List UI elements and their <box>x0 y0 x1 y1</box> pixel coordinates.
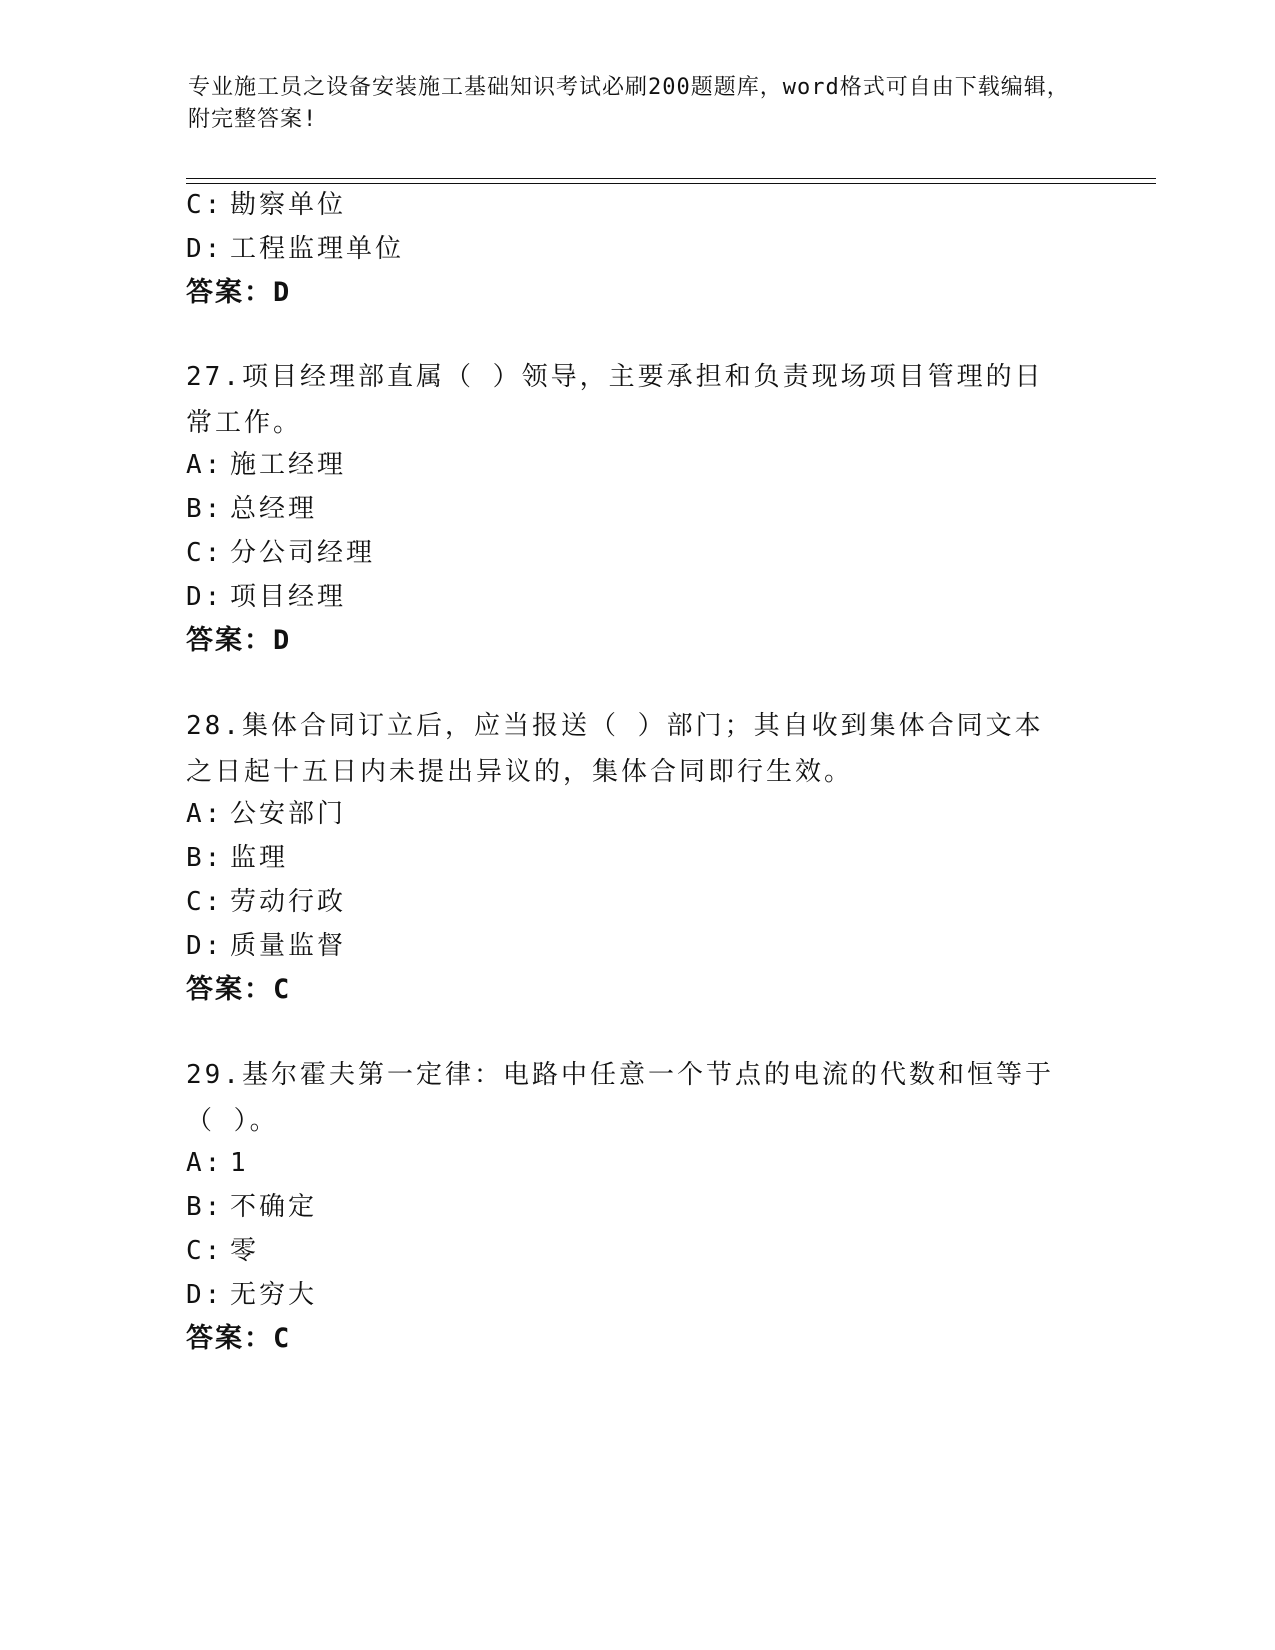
page-header-title: 专业施工员之设备安装施工基础知识考试必刷200题题库，word格式可自由下载编辑，附完整答案! <box>188 75 1070 132</box>
option-letter: D: <box>186 234 224 264</box>
option-b <box>186 841 288 875</box>
option-b <box>186 492 317 526</box>
header-divider-top <box>186 178 1156 179</box>
option-d <box>186 232 404 266</box>
option-letter: C: <box>186 1236 224 1266</box>
option-c <box>186 536 375 570</box>
option-letter: C: <box>186 887 224 917</box>
answer-line: 答案：D <box>186 625 292 656</box>
option-text: 项目经理 <box>230 582 347 612</box>
option-text: 不确定 <box>230 1192 318 1222</box>
option-d <box>186 929 346 963</box>
option-letter: A: <box>186 1148 224 1178</box>
answer-line: 答案：C <box>186 1323 292 1354</box>
option-text: 施工经理 <box>230 450 347 480</box>
option-c <box>186 188 346 222</box>
option-letter: C: <box>186 190 224 220</box>
option-a <box>186 1146 249 1180</box>
option-text: 分公司经理 <box>230 538 376 568</box>
option-letter: A: <box>186 799 224 829</box>
option-d <box>186 1278 317 1312</box>
option-letter: B: <box>186 1192 224 1222</box>
header-divider-bottom <box>186 183 1156 184</box>
option-b <box>186 1190 317 1224</box>
question-stem-29: 29.基尔霍夫第一定律：电路中任意一个节点的电流的代数和恒等于（ ）。 <box>186 1060 1054 1136</box>
option-c <box>186 885 346 919</box>
option-letter: D: <box>186 931 224 961</box>
answer-line: 答案：C <box>186 974 292 1005</box>
option-text: 1 <box>230 1148 249 1178</box>
option-text: 工程监理单位 <box>230 234 405 264</box>
option-text: 总经理 <box>230 494 318 524</box>
option-a <box>186 797 346 831</box>
option-c <box>186 1234 259 1268</box>
option-letter: B: <box>186 843 224 873</box>
option-letter: C: <box>186 538 224 568</box>
option-text: 劳动行政 <box>230 887 347 917</box>
option-a <box>186 448 346 482</box>
answer-line: 答案：D <box>186 277 292 308</box>
option-letter: A: <box>186 450 224 480</box>
option-text: 质量监督 <box>230 931 347 961</box>
option-letter: B: <box>186 494 224 524</box>
option-text: 无穷大 <box>230 1280 318 1310</box>
option-text: 监理 <box>230 843 289 873</box>
option-d <box>186 580 346 614</box>
question-stem-27: 27.项目经理部直属（ ）领导，主要承担和负责现场项目管理的日常工作。 <box>186 362 1044 438</box>
option-text: 零 <box>230 1236 260 1266</box>
question-stem-28: 28.集体合同订立后，应当报送（ ）部门；其自收到集体合同文本之日起十五日内未提出异议的，集体合同即行生效。 <box>186 711 1044 787</box>
option-text: 勘察单位 <box>230 190 347 220</box>
option-text: 公安部门 <box>230 799 347 829</box>
option-letter: D: <box>186 582 224 612</box>
option-letter: D: <box>186 1280 224 1310</box>
